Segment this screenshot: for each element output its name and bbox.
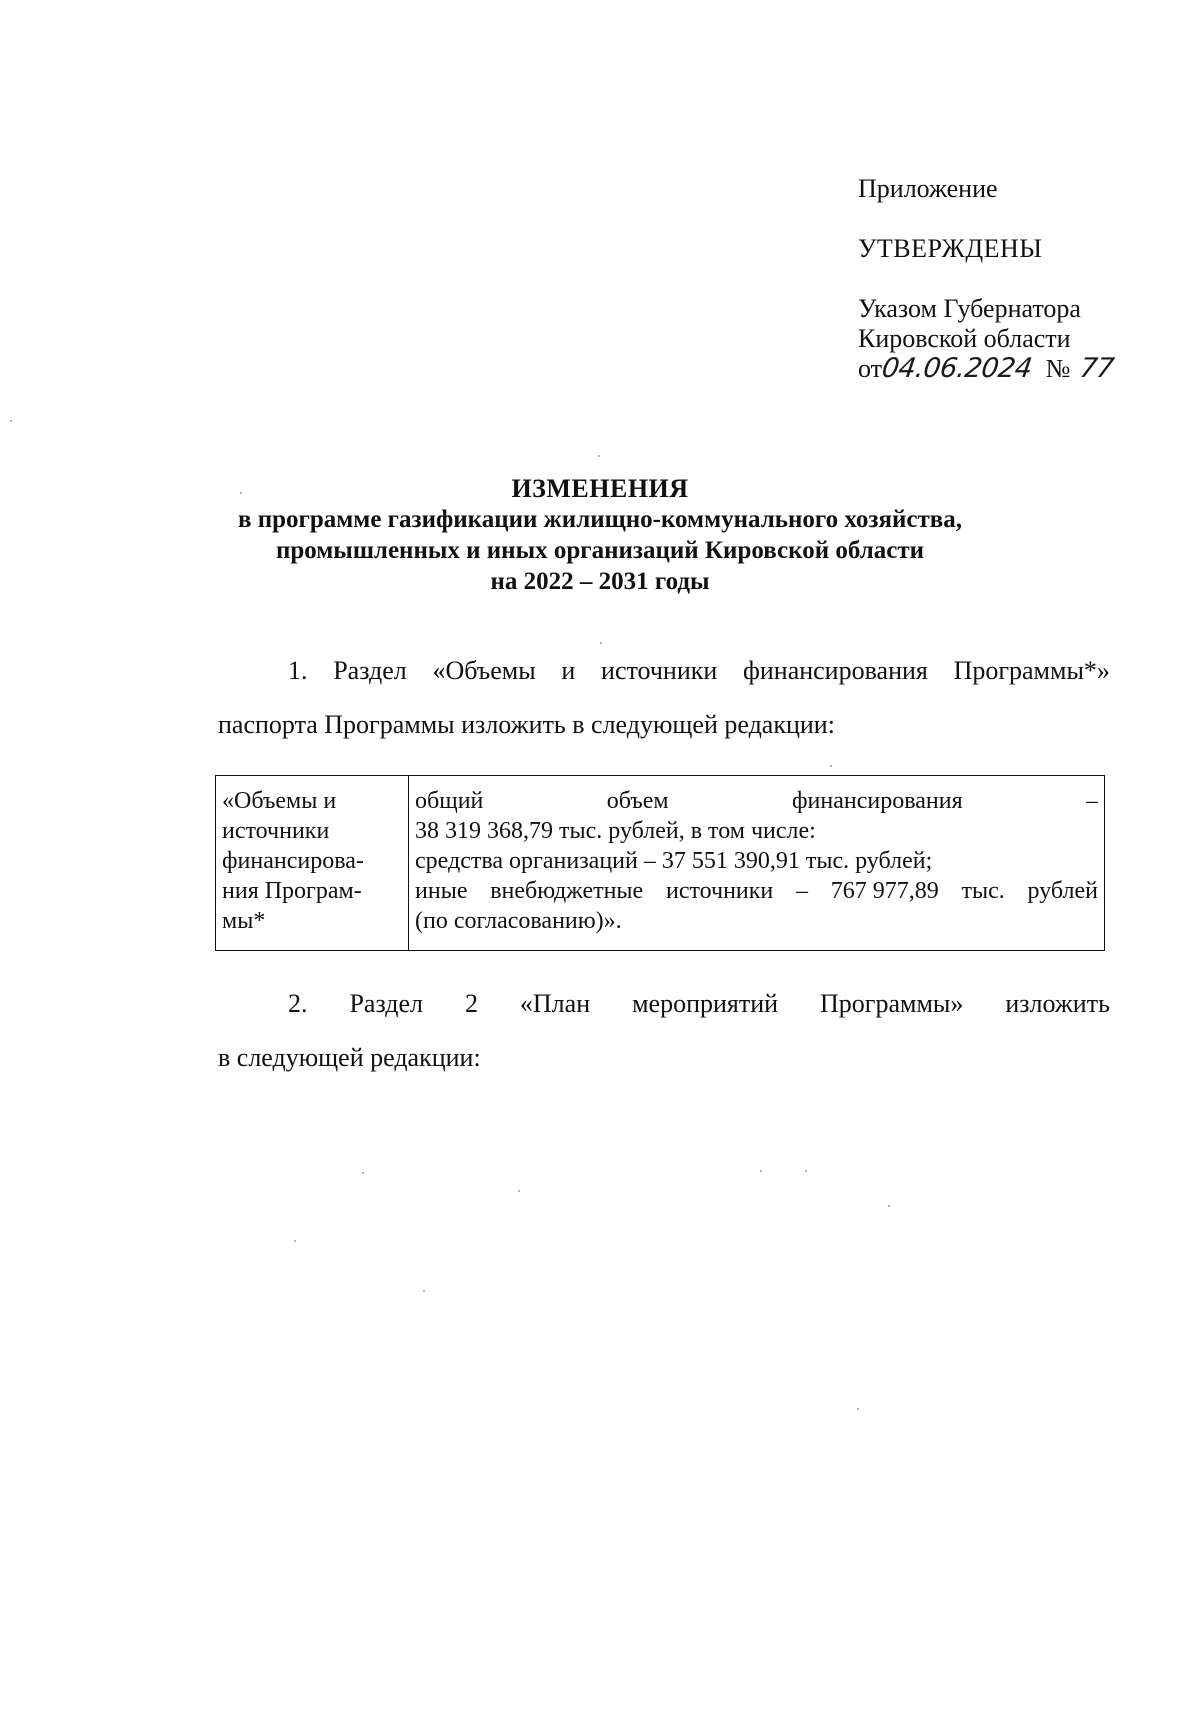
item-1-word: «Объемы (432, 656, 536, 685)
item-1-number: 1. (288, 656, 308, 685)
table-cell-value (409, 776, 1105, 951)
item-2-word: мероприятий (632, 989, 779, 1018)
item-1-second-line: паспорта Программы изложить в следующей редакции: (218, 710, 835, 739)
item-2-number: 2. (288, 989, 308, 1018)
item-2-word: «План (519, 989, 591, 1018)
value-line-1 (415, 786, 1098, 816)
document-title (150, 473, 1050, 597)
value-word: – (796, 878, 809, 904)
item-1-word: источники (601, 656, 718, 685)
value-line-5: (по согласованию)». (415, 908, 622, 934)
value-word: источники (665, 878, 774, 904)
scan-speck (830, 765, 832, 767)
value-line-4 (415, 876, 1098, 906)
item-2-word: изложить (1005, 989, 1110, 1018)
scan-speck (888, 1205, 890, 1207)
item-2-word: 2 (464, 989, 478, 1018)
date-prefix: от (858, 354, 883, 383)
approval-block (858, 174, 1117, 384)
item-2-word: Программы» (820, 989, 964, 1018)
scan-speck (760, 1170, 762, 1172)
value-word: финансирования (791, 788, 963, 814)
item-1-paragraph (218, 655, 1110, 741)
item-2-word: Раздел (349, 989, 423, 1018)
scan-speck (362, 1172, 364, 1174)
item-1-word: Программы*» (953, 656, 1110, 685)
decree-line-1: Указом Губернатора (858, 294, 1081, 323)
scan-speck (240, 492, 242, 494)
title-line-1: в программе газификации жилищно-коммунального хозяйства, (237, 506, 963, 533)
item-1-word: финансирования (743, 656, 928, 685)
item-2-first-line (218, 988, 1110, 1020)
title-line-2: промышленных и иных организаций Кировской области (275, 537, 925, 564)
approved-label: УТВЕРЖДЕНЫ (858, 234, 1043, 263)
value-word: объем (606, 788, 669, 814)
label-line: «Объемы и (222, 788, 337, 814)
label-line: мы* (222, 908, 266, 934)
value-word: общий (415, 788, 484, 814)
value-line-3: средства организаций – 37 551 390,91 тыс. рублей; (415, 848, 933, 874)
value-word: внебюджетные (490, 878, 644, 904)
scan-speck (518, 1190, 520, 1192)
scan-speck (857, 1408, 859, 1410)
value-word: рублей (1027, 878, 1098, 904)
title-main: ИЗМЕНЕНИЯ (511, 474, 689, 503)
attachment-label: Приложение (858, 174, 998, 203)
value-word: тыс. (961, 878, 1005, 904)
handwritten-date: 04.06.2024 (879, 353, 1034, 384)
financing-table (215, 775, 1105, 951)
value-word: иные (415, 878, 468, 904)
title-line-3: на 2022 – 2031 годы (490, 568, 710, 595)
value-word: – (1085, 788, 1098, 814)
number-sign: № (1045, 354, 1071, 383)
decree-date-line (858, 353, 1117, 384)
decree-line-2: Кировской области (858, 324, 1071, 353)
scan-speck (805, 1170, 807, 1172)
handwritten-number: 77 (1078, 353, 1117, 384)
table-cell-label (216, 776, 409, 951)
label-line: финансирова- (222, 848, 364, 874)
item-2-second-line: в следующей редакции: (218, 1043, 481, 1072)
label-line: источники (222, 818, 330, 844)
scan-speck (423, 1290, 425, 1292)
item-1-word: Раздел (333, 656, 407, 685)
scan-speck (600, 642, 602, 644)
value-word: 767 977,89 (830, 878, 939, 904)
value-line-2: 38 319 368,79 тыс. рублей, в том числе: (415, 818, 816, 844)
scan-speck (294, 1240, 296, 1242)
scan-speck (598, 455, 600, 457)
item-1-word: и (561, 656, 576, 685)
scan-speck (10, 420, 12, 422)
item-1-first-line (218, 655, 1110, 687)
label-line: ния Програм- (222, 878, 362, 904)
table-row (216, 776, 1105, 951)
item-2-paragraph (218, 988, 1110, 1074)
